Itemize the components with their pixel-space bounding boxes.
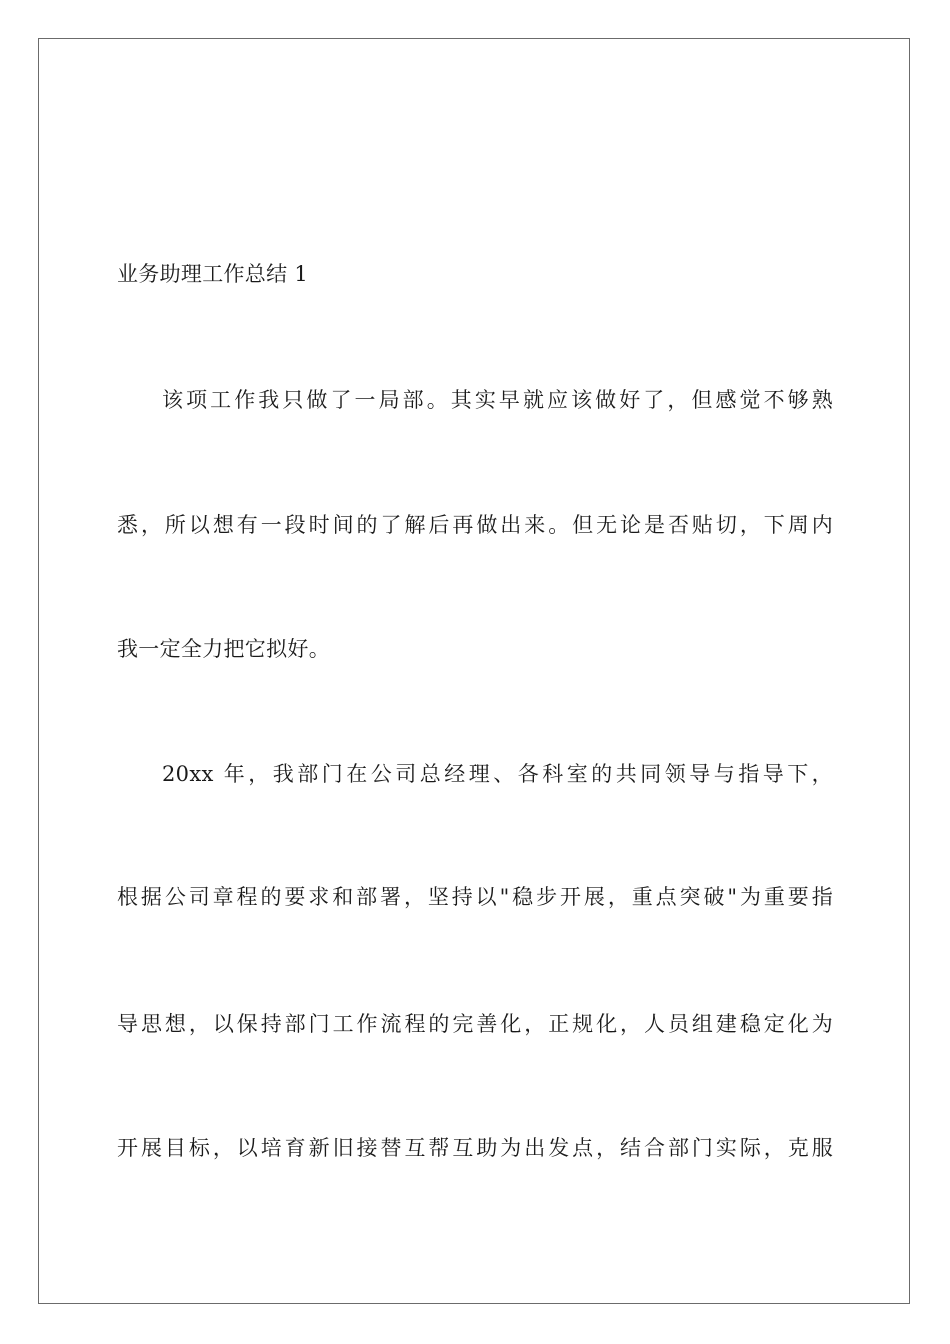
- page-border: [38, 38, 910, 1304]
- paragraph-1-line-3: 我一定全力把它拟好。: [117, 637, 330, 661]
- paragraph-2-line-3: 导思想，以保持部门工作流程的完善化，正规化，人员组建稳定化为: [117, 1012, 833, 1036]
- paragraph-2-line-4: 开展目标，以培育新旧接替互帮互助为出发点，结合部门实际，克服: [117, 1136, 833, 1160]
- paragraph-2-line-2: 根据公司章程的要求和部署，坚持以"稳步开展，重点突破"为重要指: [117, 885, 833, 909]
- paragraph-1-line-1: 该项工作我只做了一局部。其实早就应该做好了，但感觉不够熟: [162, 388, 833, 412]
- paragraph-2-line-1: 20xx 年，我部门在公司总经理、各科室的共同领导与指导下，: [162, 762, 833, 786]
- document-title: 业务助理工作总结 1: [117, 262, 309, 286]
- paragraph-1-line-2: 悉，所以想有一段时间的了解后再做出来。但无论是否贴切，下周内: [117, 513, 833, 537]
